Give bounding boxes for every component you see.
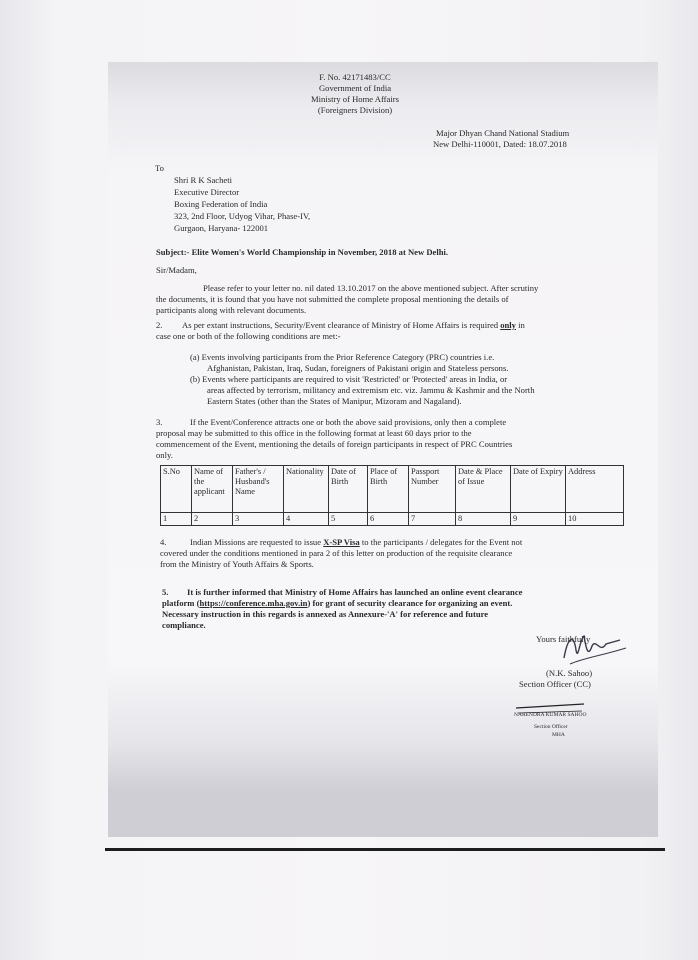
table-header-cell: Date & Place of Issue (456, 466, 511, 513)
para4-line: from the Ministry of Youth Affairs & Sports. (160, 559, 314, 569)
table-cell: 1 (161, 513, 192, 526)
para2-line (182, 320, 525, 331)
government-line: Government of India (318, 83, 392, 93)
table-cell: 10 (566, 513, 624, 526)
visa-type: X-SP Visa (323, 537, 360, 547)
table-header-cell: S.No (161, 466, 192, 513)
para2-text: As per extant instructions, Security/Event clearance of Ministry of Home Affairs is required (182, 320, 499, 330)
participant-format-table (160, 465, 624, 526)
addressee-line: Executive Director (174, 187, 240, 197)
condition-b-line: areas affected by terrorism, militancy and extremism etc. viz. Jammu & Kashmir and the North (207, 385, 535, 395)
para5-number: 5. (162, 587, 169, 597)
para3-line: commencement of the Event, mentioning the details of foreign participants in respect of PRC Countries (156, 439, 513, 449)
table-header-cell: Address (566, 466, 624, 513)
table-cell: 9 (511, 513, 566, 526)
para1-line: participants along with relevant documents. (156, 305, 307, 315)
table-cell: 6 (368, 513, 409, 526)
para1-line: the documents, it is found that you have not submitted the complete proposal mentioning the details of (156, 294, 509, 304)
addressee-line: 323, 2nd Floor, Udyog Vihar, Phase-IV, (174, 211, 311, 221)
para4-line (190, 537, 522, 548)
division-line: (Foreigners Division) (317, 105, 393, 115)
condition-b-line: Eastern States (other than the States of Manipur, Mizoram and Nagaland). (207, 396, 462, 406)
para3-line: only. (156, 450, 173, 460)
signature-image (560, 628, 630, 668)
para4-text: to the participants / delegates for the Event not (361, 537, 523, 547)
to-label: To (155, 163, 164, 173)
para5-line: compliance. (162, 620, 206, 630)
officer-name: (N.K. Sahoo) (546, 668, 593, 678)
page-bottom-rule (105, 848, 665, 851)
table-header-cell: Date of Birth (329, 466, 368, 513)
table-cell: 8 (456, 513, 511, 526)
official-stamp (512, 700, 592, 748)
file-number: F. No. 42171483/CC (319, 72, 391, 82)
table-cell: 4 (284, 513, 329, 526)
officer-designation: Section Officer (CC) (519, 679, 591, 689)
para3-line: If the Event/Conference attracts one or both the above said provisions, only then a complete (190, 417, 507, 427)
table-cell: 7 (409, 513, 456, 526)
yours-faithfully: Yours faithfully (536, 634, 591, 644)
stamp-ministry: MHA (552, 732, 565, 738)
table-header-cell: Name of the applicant (192, 466, 233, 513)
para5-text: ) for grant of security clearance for organizing an event. (307, 598, 513, 608)
condition-b-line: (b) Events where participants are required to visit 'Restricted' or 'Protected' areas in India, or (190, 374, 508, 384)
para2-number: 2. (156, 320, 163, 330)
salutation: Sir/Madam, (156, 265, 197, 275)
para2-text: in (518, 320, 525, 330)
para5-text: platform ( (162, 598, 200, 608)
subject-line: Subject:- Elite Women's World Championship in November, 2018 at New Delhi. (156, 247, 449, 257)
table-cell: 3 (233, 513, 284, 526)
table-header-row (161, 466, 624, 513)
addressee-line: Gurgaon, Haryana- 122001 (174, 223, 269, 233)
table-header-cell: Date of Expiry (511, 466, 566, 513)
ministry-line: Ministry of Home Affairs (311, 94, 399, 104)
condition-a-line: (a) Events involving participants from the Prior Reference Category (PRC) countries i.e. (190, 352, 495, 362)
para2-line: case one or both of the following conditions are met:- (156, 331, 341, 341)
para2-emphasis: only (500, 320, 516, 330)
para3-number: 3. (156, 417, 163, 427)
para4-text: Indian Missions are requested to issue (190, 537, 322, 547)
addressee-line: Shri R K Sacheti (174, 175, 233, 185)
table-header-cell: Place of Birth (368, 466, 409, 513)
para4-number: 4. (160, 537, 167, 547)
stamp-name: NARENDRA KUMAR SAHOO (514, 712, 587, 718)
table-header-cell: Nationality (284, 466, 329, 513)
place-date-line: New Delhi-110001, Dated: 18.07.2018 (433, 139, 567, 149)
table-cell: 2 (192, 513, 233, 526)
para3-line: proposal may be submitted to this office in the following format at least 60 days prior to the (156, 428, 472, 438)
stamp-designation: Section Officer (534, 724, 568, 730)
place-line-1: Major Dhyan Chand National Stadium (436, 128, 570, 138)
addressee-line: Boxing Federation of India (174, 199, 268, 209)
conference-portal-link[interactable]: https://conference.mha.gov.in (199, 598, 308, 608)
table-cell: 5 (329, 513, 368, 526)
condition-a-line: Afghanistan, Pakistan, Iraq, Sudan, foreigners of Pakistani origin and Stateless persons. (207, 363, 509, 373)
table-row (161, 513, 624, 526)
para5-line (162, 598, 512, 609)
table-header-cell: Father's / Husband's Name (233, 466, 284, 513)
para1-line: Please refer to your letter no. nil dated 13.10.2017 on the above mentioned subject. After scrutiny (203, 283, 539, 293)
table-header-cell: Passport Number (409, 466, 456, 513)
para4-line: covered under the conditions mentioned in para 2 of this letter on production of the requisite clearance (160, 548, 513, 558)
para5-line: Necessary instruction in this regards is annexed as Annexure-'A' for reference and future (162, 609, 489, 619)
para5-line: It is further informed that Ministry of Home Affairs has launched an online event clearance (187, 587, 523, 597)
